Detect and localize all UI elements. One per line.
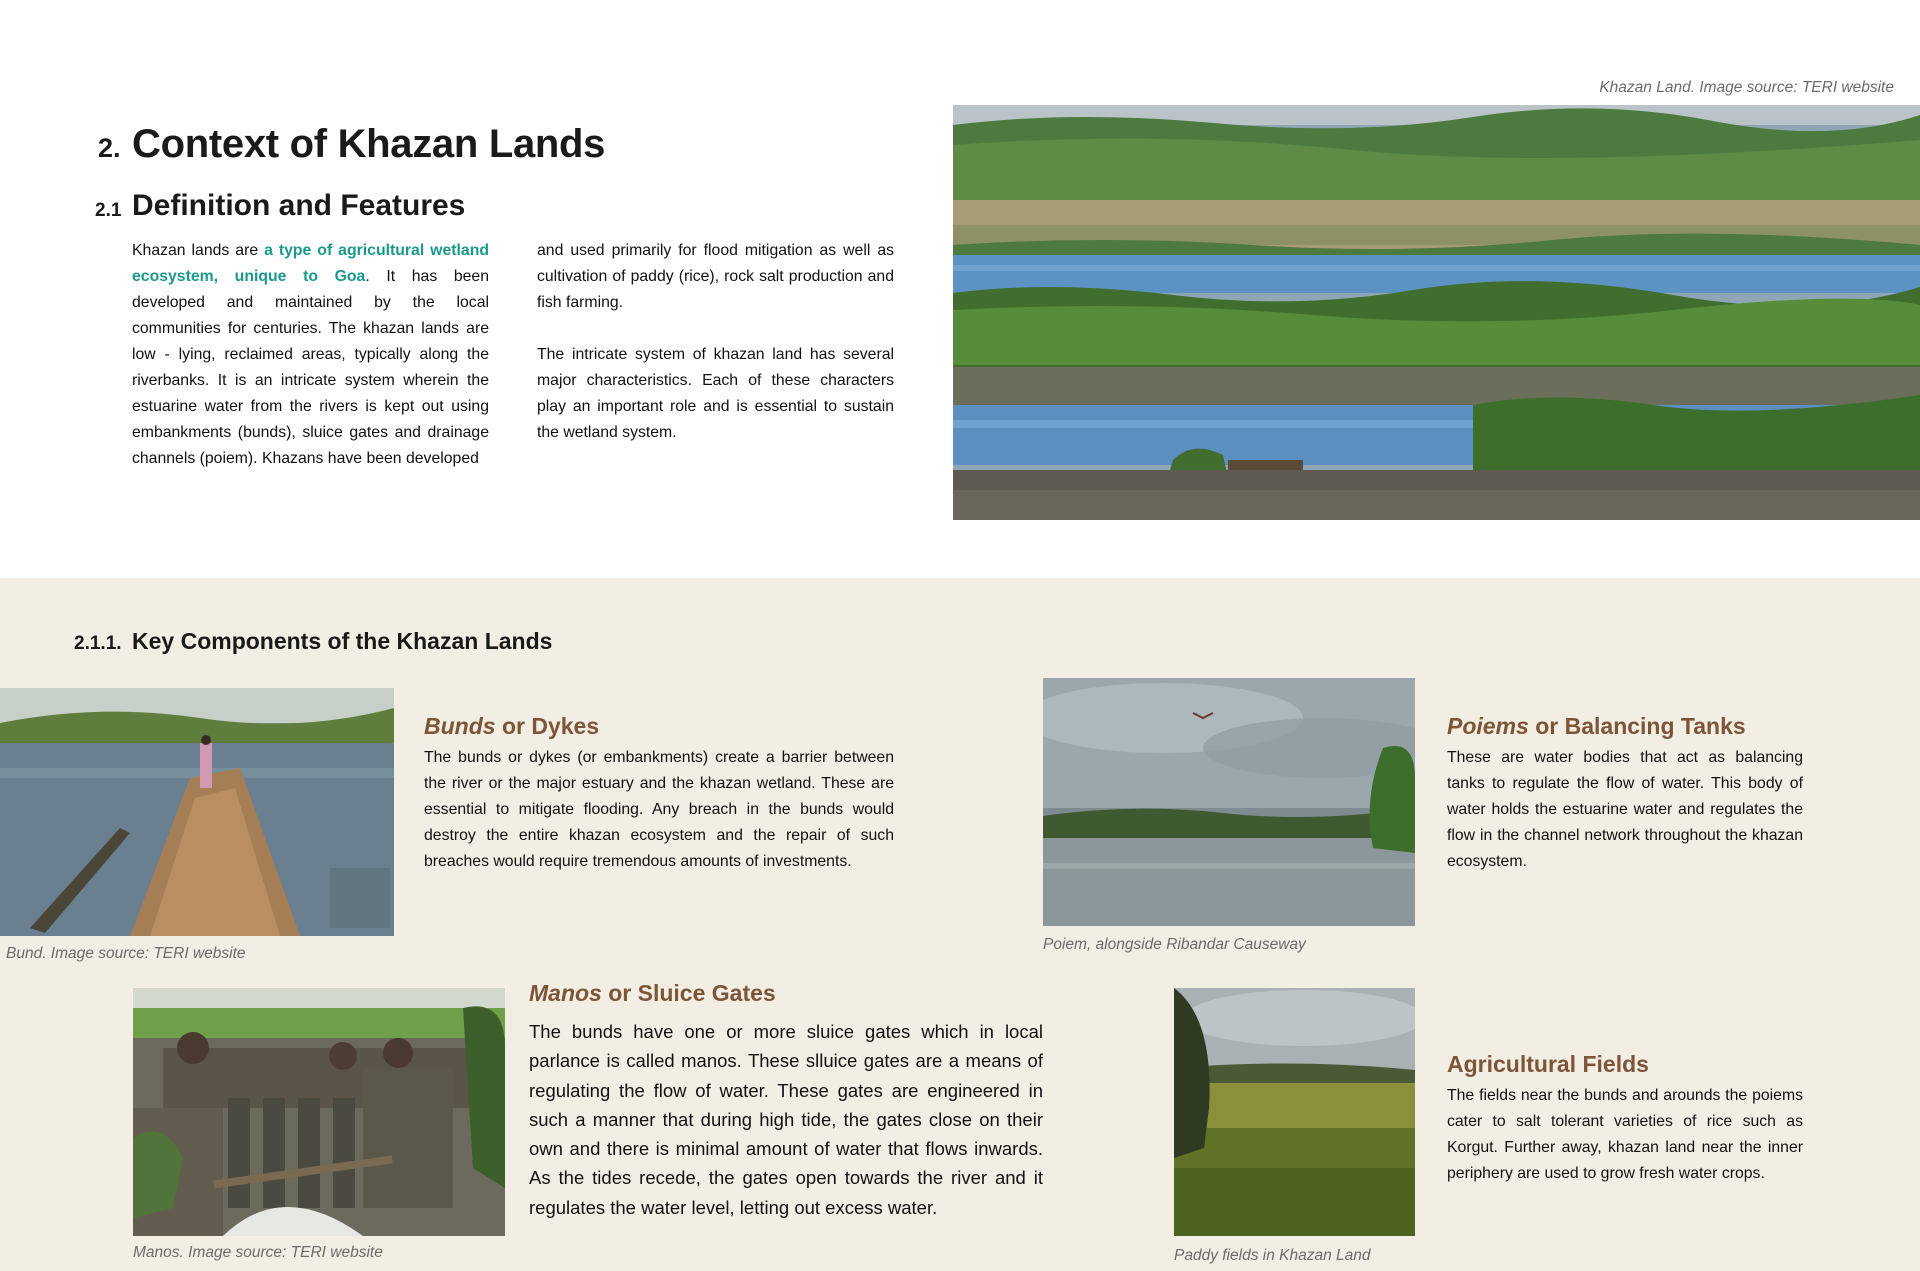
paddy-fields-photo — [1174, 988, 1415, 1236]
bund-photo — [0, 688, 394, 936]
bund-caption: Bund. Image source: TERI website — [6, 945, 246, 962]
manos-photo — [133, 988, 505, 1236]
intro-paragraph-2: The intricate system of khazan land has several major characteristics. Each of these characters play an important role and is essential to sustain the wetland system. — [537, 346, 894, 441]
subsection-number: 2.1 — [95, 200, 122, 221]
poiems-title: Poiems or Balancing Tanks — [1447, 713, 1746, 739]
manos-title: Manos or Sluice Gates — [529, 980, 776, 1006]
section-number: 2. — [98, 133, 121, 163]
poiem-photo — [1043, 678, 1415, 926]
intro-prefix: Khazan lands are — [132, 242, 265, 259]
manos-caption: Manos. Image source: TERI website — [133, 1244, 383, 1261]
intro-column-1 — [132, 238, 489, 472]
intro-paragraph-1: and used primarily for flood mitigation as well as cultivation of paddy (rice), rock salt production and fish farming. — [537, 242, 894, 311]
hero-image-khazan-land — [953, 105, 1920, 520]
fields-text: The fields near the bunds and arounds the poiems cater to salt tolerant varieties of rice such as Korgut. Further away, khazan land near the inner periphery are used to grow fresh water crops. — [1447, 1087, 1803, 1182]
bunds-title: Bunds or Dykes — [424, 713, 600, 739]
manos-text: The bunds have one or more sluice gates which in local parlance is called manos. These slluice gates are a means of regulating the flow of water. These gates are engineered in such a manner that during high tide, the gates close on their own and there is minimal amount of water that flows inwards. As the tides recede, the gates open towards the river and it regulates the water level, letting out excess water. — [529, 1021, 1043, 1218]
intro-rest: . It has been developed and maintained by the local communities for centuries. The khazan lands are low - lying, reclaimed areas, typically along the riverbanks. It is an intricate system wherein the estuarine water from the rivers is kept out using embankments (bunds), sluice gates and drainage channels (poiem). Khazans have been developed — [132, 268, 489, 467]
intro-column-2 — [537, 238, 894, 472]
paddy-fields-caption: Paddy fields in Khazan Land — [1174, 1247, 1371, 1264]
fields-title: Agricultural Fields — [1447, 1051, 1649, 1077]
intro-highlight: a type of agricultural wetland ecosystem, unique to Goa — [132, 242, 489, 285]
subsection-title: Definition and Features — [132, 189, 466, 222]
components-title: Key Components of the Khazan Lands — [132, 628, 553, 654]
poiem-caption: Poiem, alongside Ribandar Causeway — [1043, 936, 1306, 953]
section-title: Context of Khazan Lands — [132, 122, 606, 166]
bunds-text: The bunds or dykes (or embankments) create a barrier between the river or the major estuary and the khazan wetland. These are essential to mitigate flooding. Any breach in the bunds would destroy the entire khazan ecosystem and the repair of such breaches would require tremendous amounts of investments. — [424, 749, 894, 870]
hero-caption: Khazan Land. Image source: TERI website — [1599, 79, 1894, 96]
components-number: 2.1.1. — [74, 633, 122, 654]
poiems-text: These are water bodies that act as balancing tanks to regulate the flow of water. This body of water holds the estuarine water and regulates the flow in the channel network throughout the khazan ecosystem. — [1447, 749, 1803, 870]
